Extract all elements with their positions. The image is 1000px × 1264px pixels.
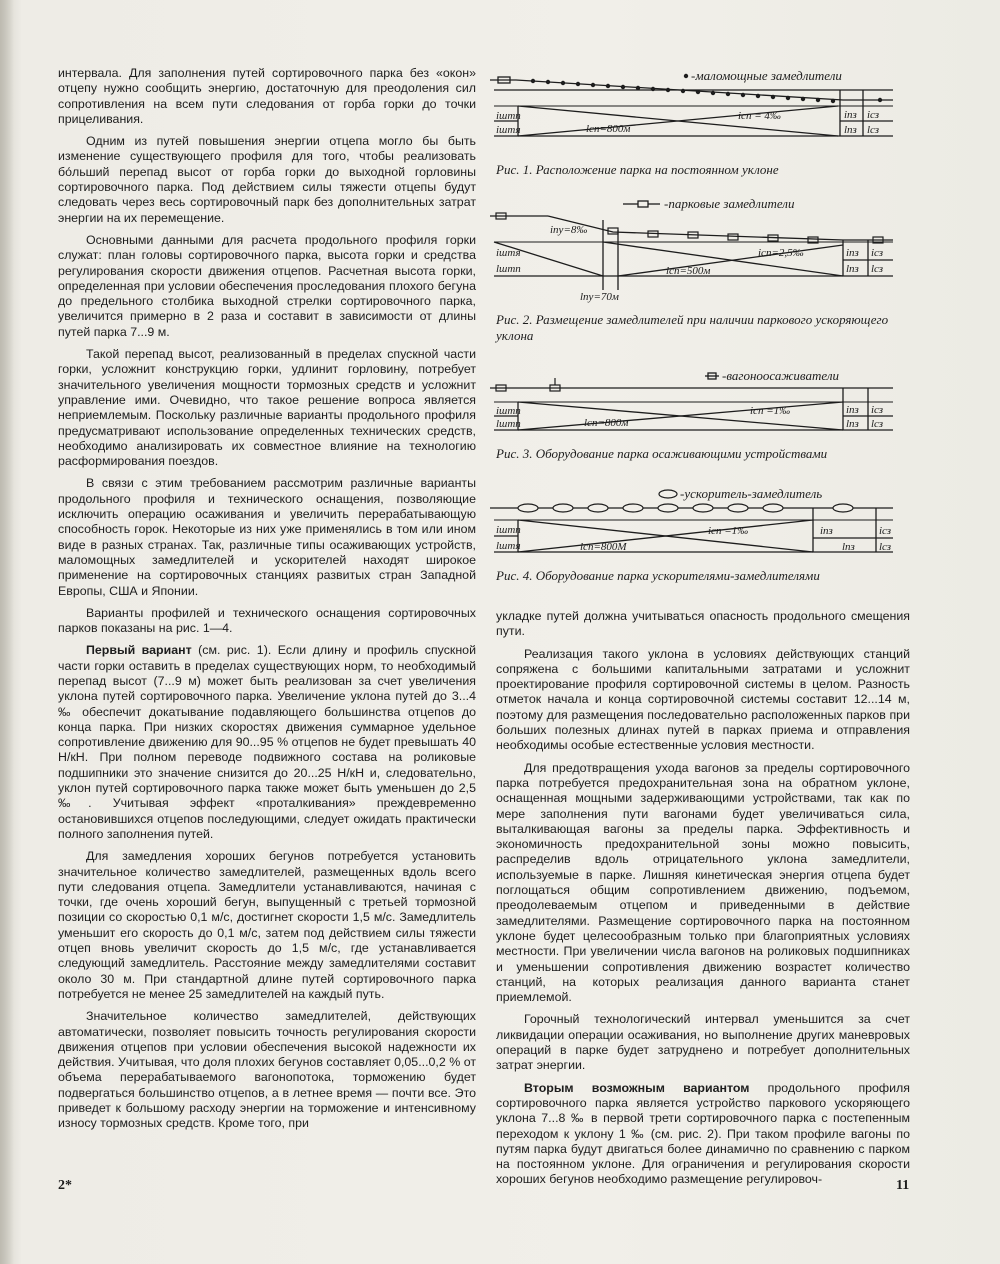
symbol-label: iштп <box>496 524 521 536</box>
symbol-label: lштя <box>496 540 521 552</box>
length-label: lпу=70м <box>580 291 619 303</box>
slope-label: iпу=8‰ <box>550 224 588 236</box>
paragraph-body: (см. рис. 1). Если длину и профиль спускной части горки оставить в пределах существующих норм, то необходимый перепад высот (7...9 м) может быть реализован за счет увеличения уклона путей сортировочного парка. Увеличение уклона путей до 3...4 ‰ обеспечит докатывание подавляющего большинства отцепов до конца парка. При низких скоростях движения суммарное удельное сопротивление движению для 90...95 % отцепов не будет превышать 40 Н/кН. При полном переводе подвижного состава на роликовые подшипники это значение снизится до 20...25 Н/кН и, следовательно, уклон путей сортировочного парка также может быть уменьшен до 2,5 ‰. Учитывая эффект «проталкивания» преждевременно остановившихся отцепов последующими, следует ожидать практически полного заполнения путей. <box>58 643 476 841</box>
figure-1-legend: -маломощные замедлители <box>691 68 842 83</box>
paragraph: Основными данными для расчета продольного профиля горки служат: план головы сортировочного парка, высота горки и средства регулирования скорости движения отцепов. Расчетная высота горки, определенная при условии обеспечения проследования плохого бегуна до предельного столбика выходной стрелки сортировочного парка, увеличится примерно в 2 раза и составит в зависимости от длины путей парка 7...9 м. <box>58 232 476 339</box>
page-number-right: 11 <box>896 1178 910 1193</box>
figure-4-caption: Рис. 4. Оборудование парка ускорителями-замедлителями <box>496 568 820 583</box>
symbol-label: lсз <box>871 418 884 430</box>
symbol-label: iштя <box>496 124 521 136</box>
symbol-label: iштп <box>496 405 521 417</box>
slope-label: iсп =1‰ <box>708 525 749 537</box>
figure-4-diagram <box>488 482 908 564</box>
figure-2 <box>488 190 908 344</box>
paragraph <box>496 1081 910 1188</box>
figure-1-caption: Рис. 1. Расположение парка на постоянном уклоне <box>496 162 779 177</box>
length-label: lсп=800м <box>584 417 629 429</box>
figure-1-diagram <box>488 66 908 158</box>
paragraph: Одним из путей повышения энергии отцепа могло бы быть изменение существующего профиля для того, чтобы реализовать бо́льший перепад высот от горба горки до выходной горловины сортировочного парка. Под действием силы тяжести отцепы будут следовать через весь сортировочный парк без дополнительных затрат энергии на их перемещение. <box>58 134 476 225</box>
paragraph: укладке путей должна учитываться опасность продольного смещения пути. <box>496 609 910 639</box>
figure-2-caption: Рис. 2. Размещение замедлителей при наличии паркового ускоряющего уклона <box>496 312 889 343</box>
symbol-label: iпз <box>844 109 857 121</box>
right-text-column <box>496 609 910 1195</box>
paragraph: Варианты профилей и технического оснащения сортировочных парков показаны на рис. 1—4. <box>58 605 476 636</box>
scan-shadow <box>0 0 14 1264</box>
paragraph: Для замедления хороших бегунов потребуется установить значительное количество замедлителей, размещенных вдоль всего пути следования отцепа. Замедлители устанавливаются, начиная с точки, где очень хороший бегун, выпущенный с третьей тормозной позиции со скоростью 0,1 м/с, достигнет скорости 1,5 м/с. Замедлитель уменьшит его скорость до 0,1 м/с, затем под действием силы тяжести отцеп вновь увеличит скорость до 1,5 м/с, где устанавливается следующий замедлитель. Расстояние между замедлителями составит около 30 м. При стандартной длине путей сортировочного парка потребуется не менее 25 замедлителей на каждый путь. <box>58 849 476 1001</box>
symbol-label: lпз <box>846 418 859 430</box>
symbol-label: iпз <box>846 247 859 259</box>
page-number-left: 2* <box>58 1178 72 1193</box>
symbol-label: lпз <box>842 541 855 553</box>
length-label: lсп=500м <box>666 265 711 277</box>
figure-4-legend: -ускоритель-замедлитель <box>680 486 823 501</box>
paragraph <box>58 643 476 842</box>
symbol-label: iпз <box>820 525 833 537</box>
symbol-label: lпз <box>846 263 859 275</box>
symbol-label: lпз <box>844 124 857 136</box>
symbol-label: lсз <box>879 541 892 553</box>
figure-4 <box>488 482 908 584</box>
figure-3 <box>488 366 908 462</box>
figure-1 <box>488 66 908 178</box>
paragraph-lead: Первый вариант <box>86 643 192 658</box>
slope-label: iсп=2,5‰ <box>758 247 804 259</box>
paragraph: Значительное количество замедлителей, действующих автоматически, позволяет повысить точность регулирования скорости движения отцепов при условии обеспечения высокой надежности их действия. Учитывая, что доля плохих бегунов составляет 0,05...0,2 % от объема перерабатываемого вагонопотока, торможению будет подвергаться большинство отцепов, а в летнее время — почти все. Это приведет к большому расходу энергии на торможение и интенсивному износу тормозных средств. Кроме того, при <box>58 1009 476 1131</box>
figure-3-diagram <box>488 366 908 442</box>
symbol-label: iсз <box>879 525 892 537</box>
slope-label: iсп = 4‰ <box>738 110 781 122</box>
slope-label: iсп =1‰ <box>750 405 791 417</box>
length-label: lсп=800М <box>580 541 627 553</box>
symbol-label: iпз <box>846 404 859 416</box>
symbol-label: iсз <box>871 247 884 259</box>
paragraph: Горочный технологический интервал уменьшится за счет ликвидации операции осаживания, но выполнение других маневровых операций в парке будет затруднено и потребует дополнительных затрат энергии. <box>496 1012 910 1073</box>
paragraph: В связи с этим требованием рассмотрим различные варианты продольного профиля и технического оснащения, позволяющие исключить операцию осаживания и увеличить перерабатывающую способность горок. Некоторые из них уже применялись в том или ином виде в разных странах. Так, различные типы осаживающих устройств, маломощных замедлителей и ускорителей находят широкое применение на сортировочных станциях развитых стран Западной Европы, США и Японии. <box>58 476 476 598</box>
paragraph-body: продольного профиля сортировочного парка является устройство паркового ускоряющего уклона 7...8 ‰ в первой трети сортировочного парка с постепенным переходом к уклону 1 ‰ (см. рис. 2). При таком профиле вагоны по путям парка будут двигаться более динамично по сравнению с парком на постоянном уклоне. Для ограничения и регулирования скорости хороших бегунов необходимо размещение регулировоч- <box>496 1080 910 1187</box>
symbol-label: iсз <box>867 109 880 121</box>
symbol-label: lштп <box>496 418 521 430</box>
symbol-label: lсз <box>867 124 880 136</box>
paragraph: интервала. Для заполнения путей сортировочного парка без «окон» отцепу нужно сообщить энергию, достаточную для преодоления сил сопротивления на всем пути следования от горба горки до точки прицеливания. <box>58 66 476 126</box>
figure-3-caption: Рис. 3. Оборудование парка осаживающими устройствами <box>496 446 828 461</box>
paragraph: Для предотвращения ухода вагонов за пределы сортировочного парка потребуется предохранительная зона на обратном уклоне, оснащенная мощными задерживающими устройствами, так как по мере заполнения пути вагонами будет увеличиваться сила, выталкивающая вагоны за пределы парка. Эффективность и экономичность предохранительной зоны можно повысить, распределив вдоль отрицательного уклона замедлители, используемые в парке. Лишняя кинетическая энергия отцепа будет поглощаться общим сопротивлением движению, подъемом, преодолеваемым отцепом и приведенными в действие замедлителями. Размещение сортировочного парка на постоянном уклоне будет целесообразным только при благоприятных условиях местности. При увеличении числа вагонов на роликовых подшипниках и уменьшении сопротивления движению возрастет количество станций, на которых реализация данного варианта станет приемлемой. <box>496 760 910 1005</box>
symbol-label: lштп <box>496 263 521 275</box>
paragraph-lead: Вторым возможным вариантом <box>524 1080 750 1095</box>
paragraph: Реализация такого уклона в условиях действующих станций сопряжена с большими капитальными затратами и усложнит проектирование профиля сортировочной системы в целом. Разность отметок начала и конца сортировочной системы составит 12...14 м, поэтому для размещения последовательно расположенных парков при больших полезных длинах путей в парках приема и отправления необходимы особые естественные условия местности. <box>496 646 910 753</box>
device-marks <box>496 378 560 391</box>
figure-2-legend: -парковые замедлители <box>664 196 795 211</box>
figure-3-legend: -вагоноосаживатели <box>722 368 839 383</box>
figure-2-diagram <box>488 190 908 308</box>
left-text-column <box>58 66 476 1139</box>
symbol-label: lсз <box>871 263 884 275</box>
paragraph: Такой перепад высот, реализованный в пределах спускной части горки, усложнит конструкцию горки, удлинит горловину, потребует значительного увеличения мощности тормозных средств и усложнит управление ими. Очевидно, что такое решение вопроса является неприемлемым. Поскольку различные варианты продольного профиля предусматривают использование определенных технических средств, необходимо анализировать их совместное влияние на технологию расформирования поездов. <box>58 347 476 469</box>
symbol-label: iсз <box>871 404 884 416</box>
symbol-label: iштп <box>496 110 521 122</box>
symbol-label: iштя <box>496 247 521 259</box>
length-label: lсп=800м <box>586 123 631 135</box>
